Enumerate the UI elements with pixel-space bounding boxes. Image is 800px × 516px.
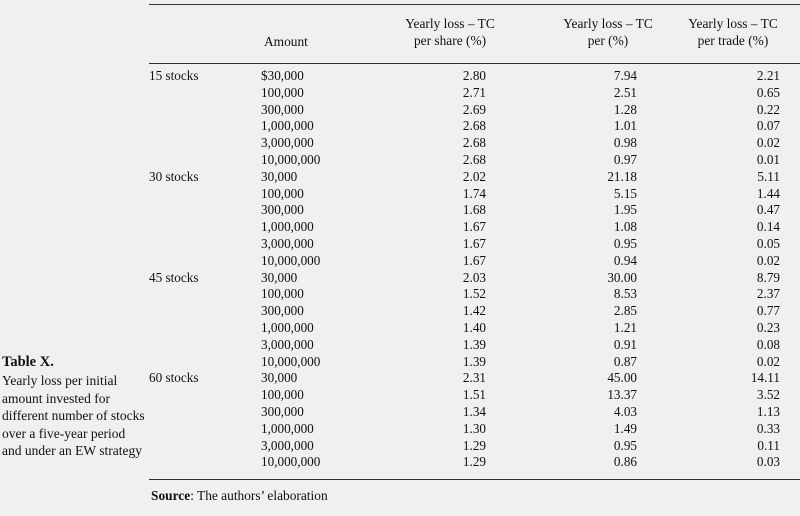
amount-cell: 3,000,000 xyxy=(261,437,314,453)
tc-per-share-cell: 2.02 xyxy=(462,168,486,184)
table-row xyxy=(149,169,800,186)
group-label xyxy=(149,85,261,102)
tc-per-share-cell: 2.71 xyxy=(462,84,486,100)
tc-per-share-cell: 2.69 xyxy=(462,101,486,117)
table-row xyxy=(149,354,800,371)
tc-per-trade-cell: 2.37 xyxy=(756,286,780,302)
tc-per-share-cell: 1.67 xyxy=(462,219,486,235)
tc-per-trade-cell: 0.03 xyxy=(756,454,780,470)
table-row xyxy=(149,202,800,219)
tc-per-cell: 2.51 xyxy=(613,84,637,100)
tc-per-cell: 1.08 xyxy=(613,219,637,235)
tc-per-trade-cell: 0.02 xyxy=(756,353,780,369)
tc-per-cell: 7.94 xyxy=(613,68,637,83)
tc-per-share-cell: 2.03 xyxy=(462,269,486,285)
tc-per-share-cell: 1.68 xyxy=(462,202,486,218)
tc-per-trade-cell: 0.23 xyxy=(756,319,780,335)
column-header-amount: Amount xyxy=(264,34,308,49)
table-row xyxy=(149,152,800,169)
tc-per-trade-cell: 3.52 xyxy=(756,387,780,403)
group-label xyxy=(149,303,261,320)
tc-per-trade-cell: 0.02 xyxy=(756,252,780,268)
tc-per-trade-cell: 0.22 xyxy=(756,101,780,117)
amount-cell: 300,000 xyxy=(261,403,304,419)
amount-cell: 100,000 xyxy=(261,84,304,100)
group-label: 60 stocks xyxy=(149,370,199,386)
amount-cell: 100,000 xyxy=(261,185,304,201)
amount-cell: 300,000 xyxy=(261,303,304,319)
group-label xyxy=(149,202,261,219)
amount-cell: 1,000,000 xyxy=(261,319,314,335)
header-rule xyxy=(149,63,800,64)
amount-cell: 10,000,000 xyxy=(261,151,321,167)
table-row xyxy=(149,337,800,354)
amount-cell: 10,000,000 xyxy=(261,353,321,369)
amount-cell: 30,000 xyxy=(261,168,298,184)
tc-per-cell: 0.94 xyxy=(613,252,637,268)
table-row xyxy=(149,85,800,102)
table-row xyxy=(149,370,800,387)
group-label xyxy=(149,404,261,421)
group-label xyxy=(149,135,261,152)
tc-per-share-cell: 1.67 xyxy=(462,252,486,268)
tc-per-cell: 2.85 xyxy=(613,303,637,319)
tc-per-cell: 21.18 xyxy=(607,168,637,184)
tc-per-share-cell: 1.67 xyxy=(462,235,486,251)
group-label xyxy=(149,152,261,169)
table-row xyxy=(149,421,800,438)
group-label xyxy=(149,438,261,455)
tc-per-trade-cell: 5.11 xyxy=(757,168,780,184)
tc-per-share-cell: 1.74 xyxy=(462,185,486,201)
amount-cell: 100,000 xyxy=(261,286,304,302)
table-row xyxy=(149,186,800,203)
tc-per-trade-cell: 0.02 xyxy=(756,135,780,151)
amount-cell: 30,000 xyxy=(261,269,298,285)
tc-per-share-cell: 1.40 xyxy=(462,319,486,335)
group-label: 45 stocks xyxy=(149,269,199,285)
tc-per-trade-cell: 2.21 xyxy=(756,68,780,83)
group-label xyxy=(149,387,261,404)
table-row xyxy=(149,253,800,270)
tc-per-trade-cell: 14.11 xyxy=(750,370,780,386)
tc-per-cell: 1.21 xyxy=(613,319,637,335)
amount-cell: 10,000,000 xyxy=(261,252,321,268)
column-header-tc-per-share: Yearly loss – TC per share (%) xyxy=(405,16,495,48)
table-row xyxy=(149,438,800,455)
tc-per-share-cell: 2.31 xyxy=(462,370,486,386)
table-row xyxy=(149,387,800,404)
amount-cell: 30,000 xyxy=(261,370,298,386)
group-label xyxy=(149,454,261,471)
table-row xyxy=(149,68,800,85)
tc-per-trade-cell: 0.14 xyxy=(756,219,780,235)
group-label xyxy=(149,219,261,236)
tc-per-trade-cell: 0.01 xyxy=(756,151,780,167)
table-row xyxy=(149,135,800,152)
tc-per-cell: 1.49 xyxy=(613,420,637,436)
table-body xyxy=(149,68,800,471)
tc-per-trade-cell: 0.33 xyxy=(756,420,780,436)
group-label: 15 stocks xyxy=(149,68,199,83)
amount-cell: 3,000,000 xyxy=(261,336,314,352)
table-row xyxy=(149,219,800,236)
tc-per-share-cell: 2.80 xyxy=(462,68,486,83)
amount-cell: 10,000,000 xyxy=(261,454,321,470)
group-label: 30 stocks xyxy=(149,168,199,184)
table-caption xyxy=(2,354,146,459)
tc-per-cell: 1.28 xyxy=(613,101,637,117)
tc-per-share-cell: 2.68 xyxy=(462,135,486,151)
table-caption-text: Yearly loss per initial amount invested for different number of stocks over a five-year period and under an EW strategy xyxy=(2,373,145,459)
table-row xyxy=(149,270,800,287)
source-text: : The authors’ elaboration xyxy=(190,488,328,503)
amount-cell: 3,000,000 xyxy=(261,135,314,151)
tc-per-trade-cell: 8.79 xyxy=(756,269,780,285)
source-note xyxy=(151,488,328,504)
tc-per-cell: 4.03 xyxy=(613,403,637,419)
tc-per-share-cell: 1.30 xyxy=(462,420,486,436)
tc-per-cell: 30.00 xyxy=(607,269,637,285)
amount-cell: 1,000,000 xyxy=(261,420,314,436)
tc-per-share-cell: 2.68 xyxy=(462,118,486,134)
group-label xyxy=(149,286,261,303)
group-label xyxy=(149,253,261,270)
source-label: Source xyxy=(151,488,191,503)
tc-per-cell: 0.91 xyxy=(613,336,637,352)
tc-per-cell: 0.97 xyxy=(613,151,637,167)
data-table xyxy=(149,68,800,471)
top-rule xyxy=(149,4,800,5)
group-label xyxy=(149,320,261,337)
tc-per-trade-cell: 0.65 xyxy=(756,84,780,100)
group-label xyxy=(149,421,261,438)
tc-per-trade-cell: 0.08 xyxy=(756,336,780,352)
column-header-tc-per-trade: Yearly loss – TC per trade (%) xyxy=(688,16,778,48)
amount-cell: $30,000 xyxy=(261,68,304,83)
bottom-rule xyxy=(149,479,800,480)
tc-per-share-cell: 2.68 xyxy=(462,151,486,167)
tc-per-cell: 0.98 xyxy=(613,135,637,151)
group-label xyxy=(149,102,261,119)
tc-per-cell: 13.37 xyxy=(607,387,637,403)
tc-per-cell: 1.95 xyxy=(613,202,637,218)
column-header-tc-per: Yearly loss – TC per (%) xyxy=(563,16,653,48)
tc-per-trade-cell: 0.77 xyxy=(756,303,780,319)
tc-per-trade-cell: 0.07 xyxy=(756,118,780,134)
tc-per-cell: 0.95 xyxy=(613,235,637,251)
group-label xyxy=(149,236,261,253)
tc-per-cell: 0.86 xyxy=(613,454,637,470)
table-row xyxy=(149,320,800,337)
group-label xyxy=(149,186,261,203)
table-row xyxy=(149,404,800,421)
table-row xyxy=(149,236,800,253)
amount-cell: 3,000,000 xyxy=(261,235,314,251)
table-row xyxy=(149,102,800,119)
tc-per-cell: 5.15 xyxy=(613,185,637,201)
amount-cell: 100,000 xyxy=(261,387,304,403)
tc-per-trade-cell: 1.13 xyxy=(756,403,780,419)
table-row xyxy=(149,118,800,135)
tc-per-trade-cell: 0.11 xyxy=(757,437,780,453)
tc-per-trade-cell: 1.44 xyxy=(756,185,780,201)
table-row xyxy=(149,454,800,471)
tc-per-share-cell: 1.51 xyxy=(462,387,486,403)
amount-cell: 300,000 xyxy=(261,101,304,117)
tc-per-cell: 0.87 xyxy=(613,353,637,369)
tc-per-share-cell: 1.29 xyxy=(462,454,486,470)
table-row xyxy=(149,303,800,320)
tc-per-share-cell: 1.29 xyxy=(462,437,486,453)
tc-per-cell: 0.95 xyxy=(613,437,637,453)
tc-per-share-cell: 1.39 xyxy=(462,336,486,352)
amount-cell: 300,000 xyxy=(261,202,304,218)
tc-per-share-cell: 1.39 xyxy=(462,353,486,369)
tc-per-share-cell: 1.52 xyxy=(462,286,486,302)
group-label xyxy=(149,337,261,354)
tc-per-share-cell: 1.42 xyxy=(462,303,486,319)
tc-per-share-cell: 1.34 xyxy=(462,403,486,419)
group-label xyxy=(149,118,261,135)
table-number: Table X. xyxy=(2,354,54,370)
group-label xyxy=(149,354,261,371)
tc-per-trade-cell: 0.05 xyxy=(756,235,780,251)
table-row xyxy=(149,286,800,303)
tc-per-cell: 1.01 xyxy=(613,118,637,134)
amount-cell: 1,000,000 xyxy=(261,118,314,134)
tc-per-cell: 8.53 xyxy=(613,286,637,302)
tc-per-trade-cell: 0.47 xyxy=(756,202,780,218)
tc-per-cell: 45.00 xyxy=(607,370,637,386)
amount-cell: 1,000,000 xyxy=(261,219,314,235)
